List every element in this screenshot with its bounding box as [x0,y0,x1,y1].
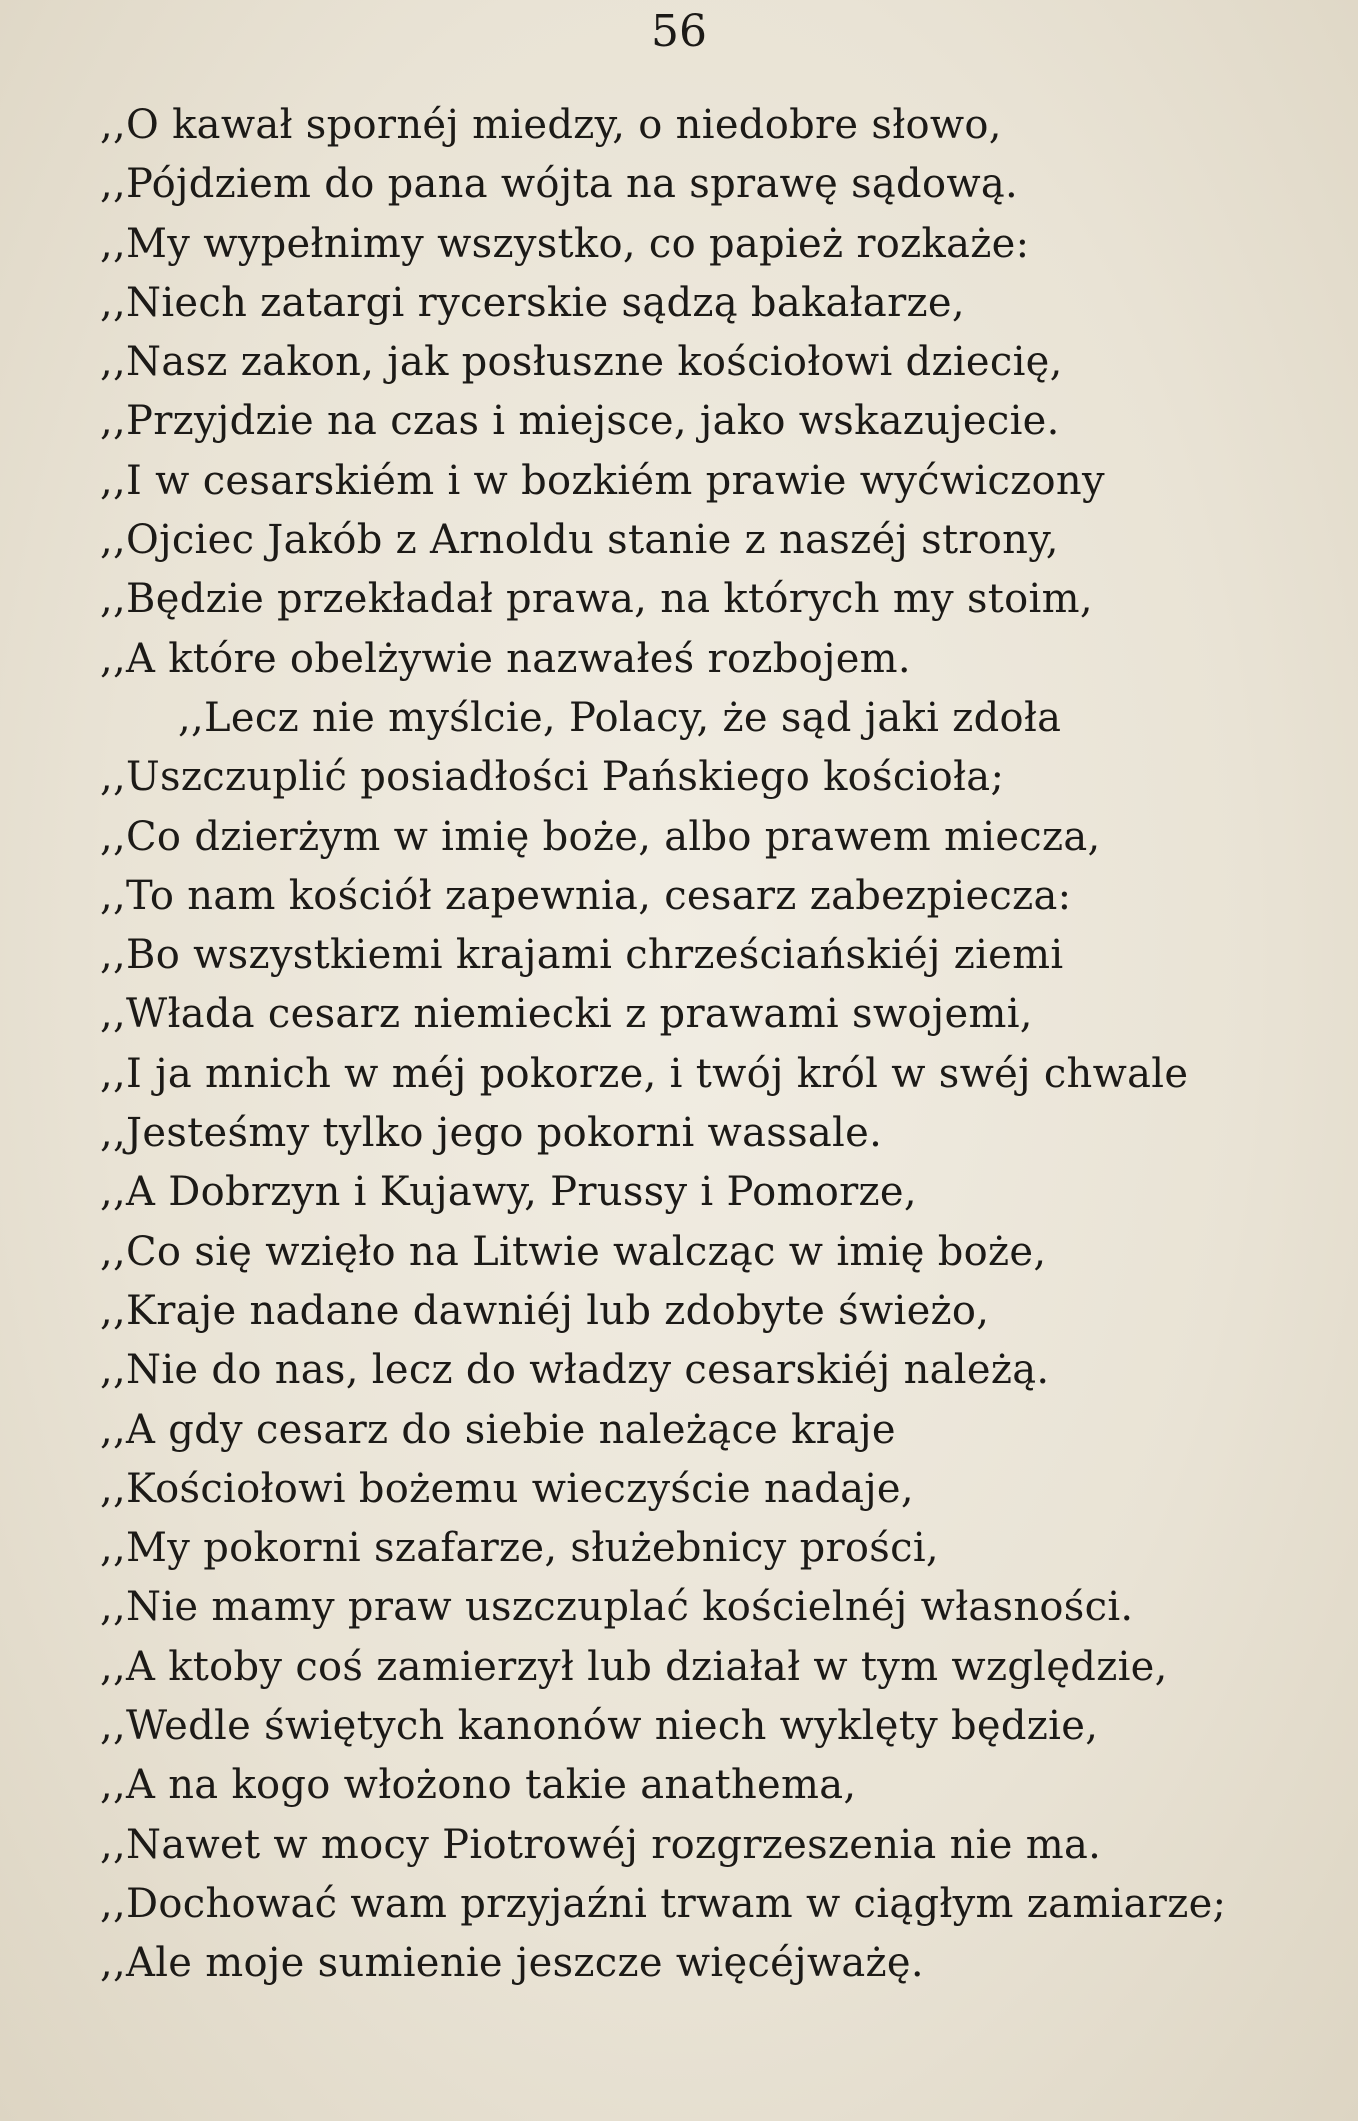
verse-line: ,,A Dobrzyn i Kujawy, Prussy i Pomorze, [100,1169,917,1216]
verse-line: ,,Będzie przekładał prawa, na których my stoim, [100,576,1093,623]
verse-line: ,,Niech zatargi rycerskie sądzą bakałarze, [100,279,965,326]
verse-line: ,,Przyjdzie na czas i miejsce, jako wskazujecie. [100,398,1060,445]
verse-line: ,,Ojciec Jakób z Arnoldu stanie z naszéj strony, [100,517,1059,564]
verse-line: ,,O kawał spornéj miedzy, o niedobre słowo, [100,102,1002,148]
verse-block [100,96,1330,1994]
verse-line: ,,My pokorni szafarze, służebnicy prości, [100,1525,939,1572]
verse-line: ,,A na kogo włożono takie anathema, [100,1762,857,1809]
verse-line: ,,Co dzierżym w imię boże, albo prawem miecza, [100,813,1101,860]
verse-line: ,,Jesteśmy tylko jego pokorni wassale. [100,1110,883,1157]
page-number: 56 [651,6,707,57]
verse-line: ,,A ktoby coś zamierzył lub działał w tym względzie, [100,1643,1168,1690]
verse-line: ,,Co się wzięło na Litwie walcząc w imię boże, [100,1228,1047,1275]
verse-line: ,,Wedle świętych kanonów niech wyklęty będzie, [100,1703,1099,1750]
verse-line: ,,Lecz nie myślcie, Polacy, że sąd jaki zdoła [178,694,1062,741]
verse-line: ,,A które obelżywie nazwałeś rozbojem. [100,635,911,682]
verse-line: ,,I ja mnich w méj pokorze, i twój król w swéj chwale [100,1050,1189,1097]
verse-line: ,,My wypełnimy wszystko, co papież rozkaże: [100,220,1030,267]
verse-line: ,,Nasz zakon, jak posłuszne kościołowi dziecię, [100,339,1063,386]
verse-line: ,,Dochować wam przyjaźni trwam w ciągłym zamiarze; [100,1880,1227,1927]
verse-line: ,,Pójdziem do pana wójta na sprawę sądową. [100,161,1019,208]
verse-line: ,,Nawet w mocy Piotrowéj rozgrzeszenia nie ma. [100,1821,1102,1868]
verse-line: ,,Bo wszystkiemi krajami chrześciańskiéj ziemi [100,932,1064,979]
verse-line: ,,Nie do nas, lecz do władzy cesarskiéj należą. [100,1347,1050,1394]
verse-line: ,,A gdy cesarz do siebie należące kraje [100,1406,896,1453]
verse-line: ,,Kraje nadane dawniéj lub zdobyte świeżo, [100,1287,990,1334]
verse-line: ,,Włada cesarz niemiecki z prawami swojemi, [100,991,1033,1038]
verse-line: ,,Nie mamy praw uszczuplać kościelnéj własności. [100,1584,1134,1631]
verse-line: ,,To nam kościół zapewnia, cesarz zabezpiecza: [100,872,1072,919]
verse-line: ,,Ale moje sumienie jeszcze więcéjważę. [100,1940,924,1987]
verse-line: ,,Uszczuplić posiadłości Pańskiego kościoła; [100,754,1005,801]
verse-line: ,,I w cesarskiém i w bozkiém prawie wyćwiczony [100,457,1105,504]
verse-line: ,,Kościołowi bożemu wieczyście nadaje, [100,1465,914,1512]
